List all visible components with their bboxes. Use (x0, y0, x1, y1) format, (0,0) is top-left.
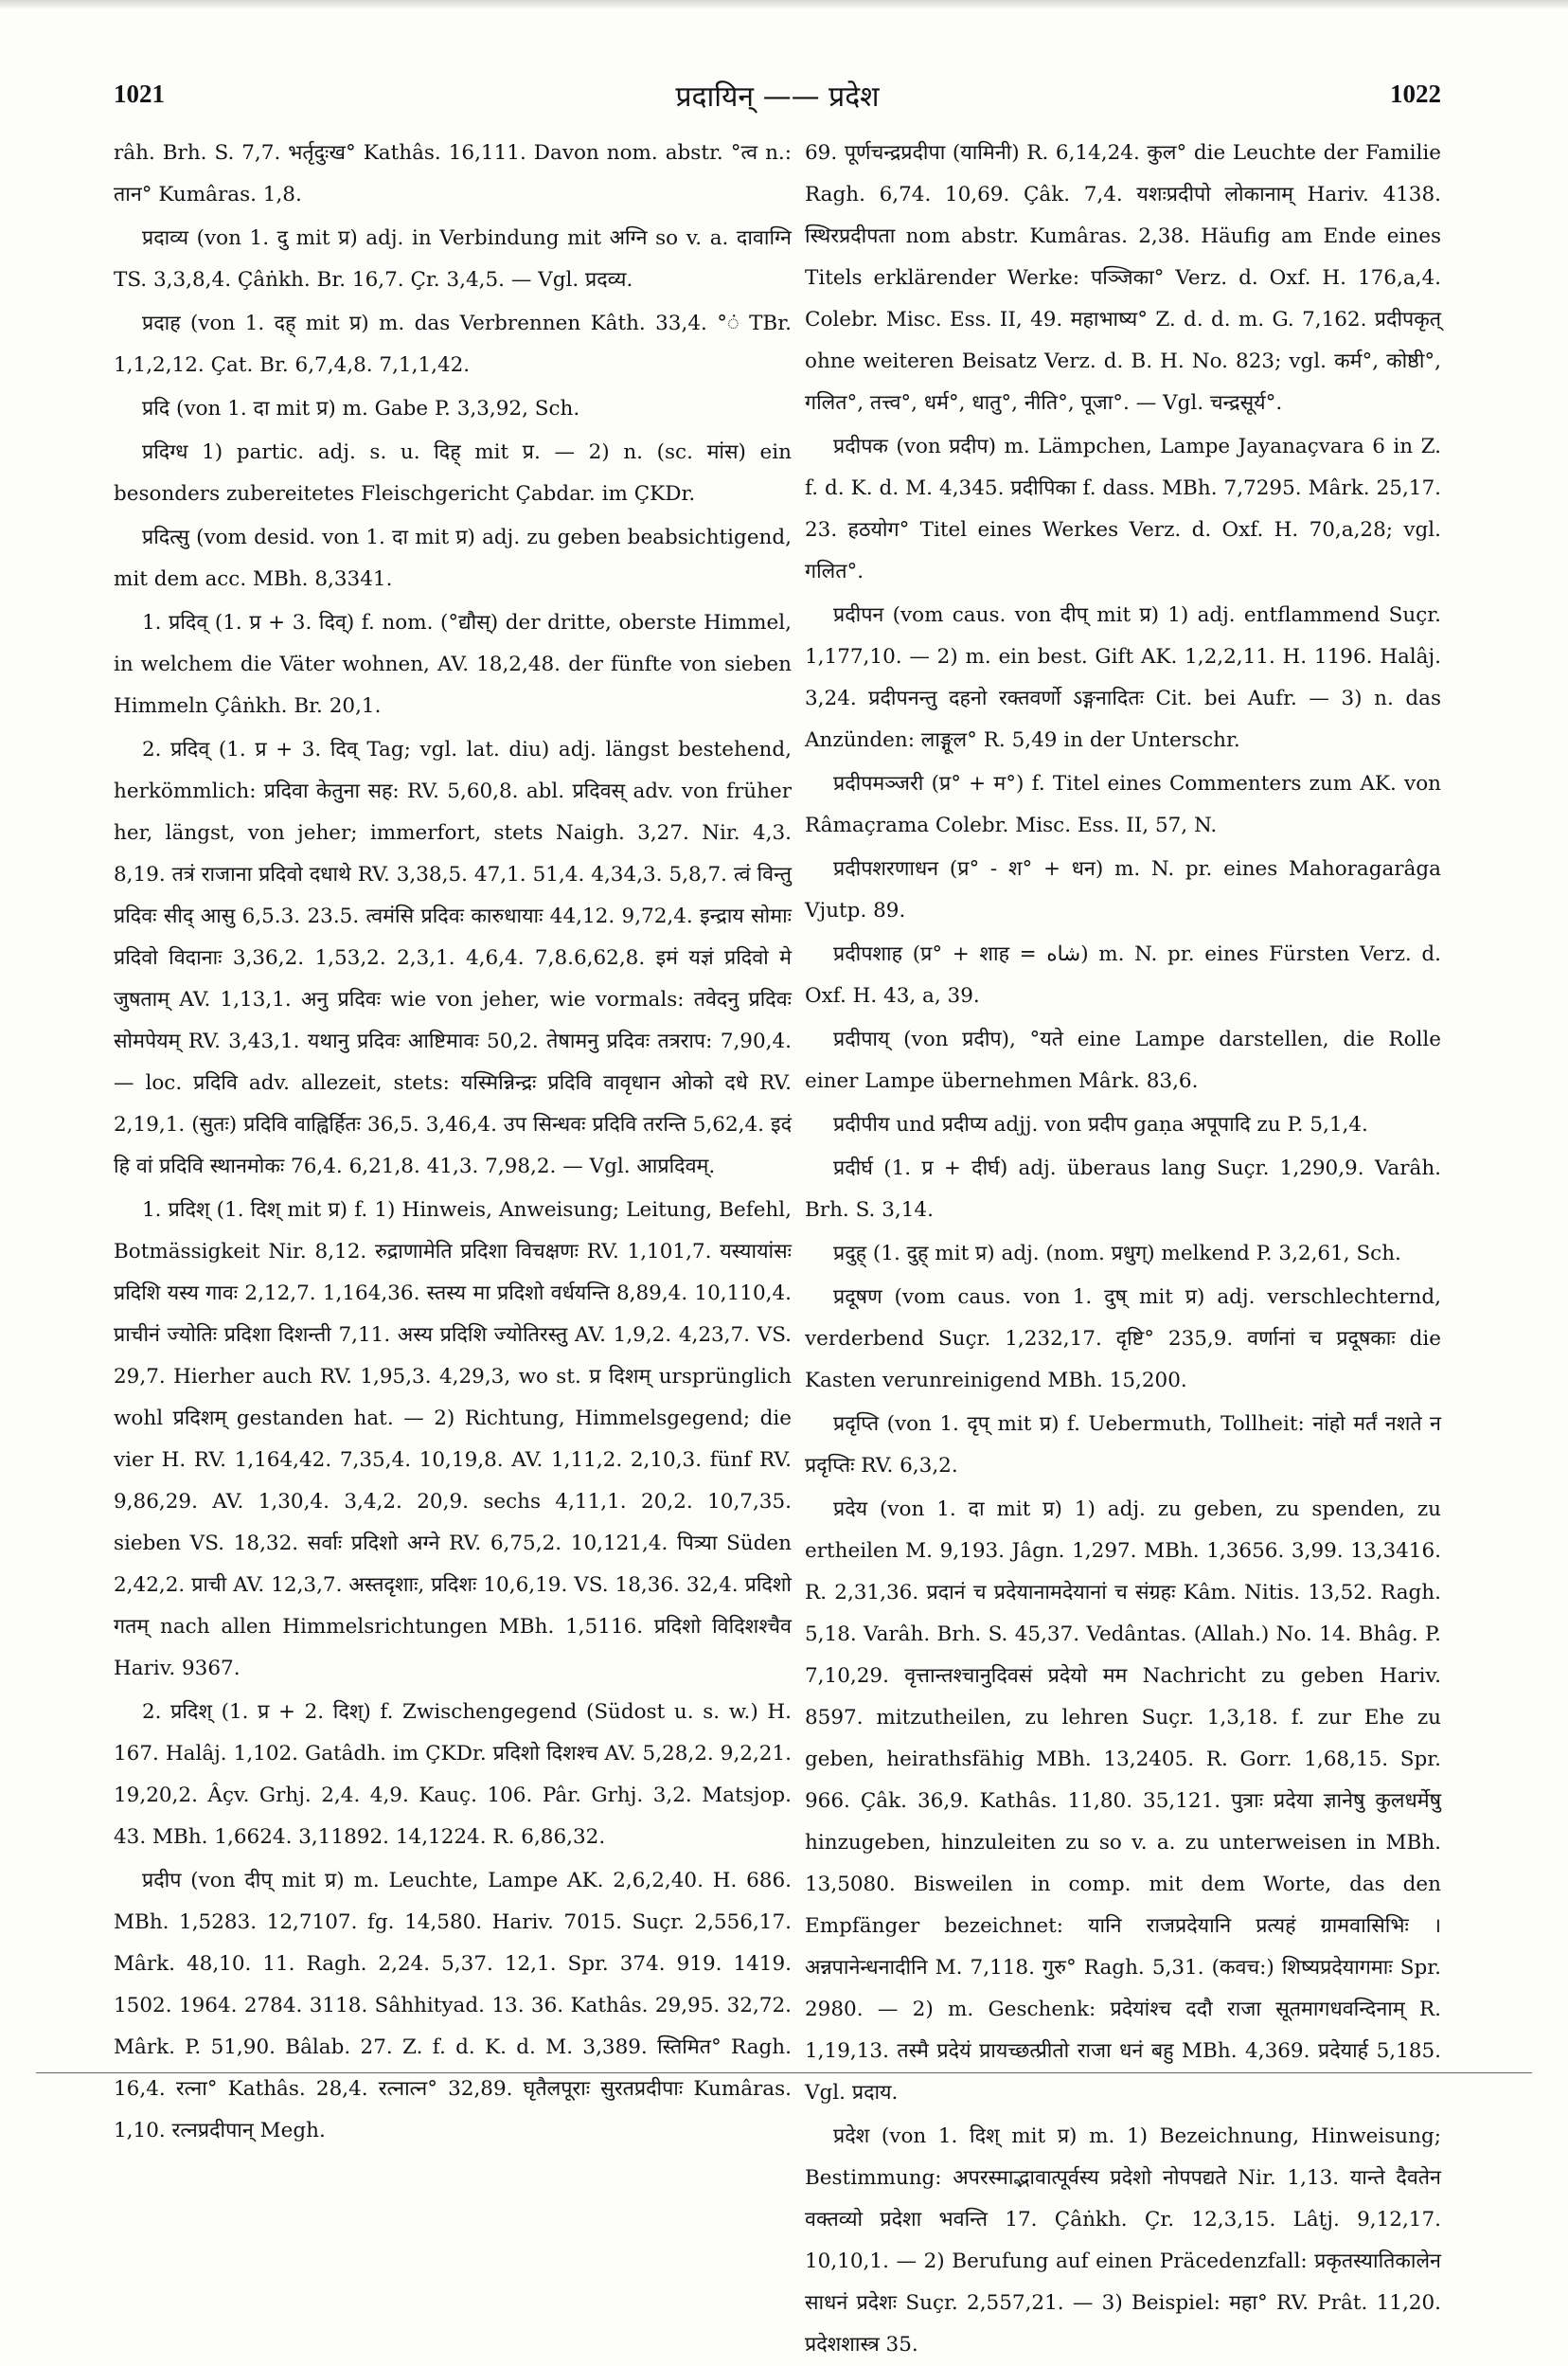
dictionary-entry: प्रदिग्ध 1) partic. adj. s. u. दिह् mit प्र. — 2) n. (sc. मांस) ein besonders zubereitetes Fleischgericht Çabdar. im ÇKDr. (114, 440, 792, 506)
dictionary-entry: प्रदीप (von दीप् mit प्र) m. Leuchte, Lampe AK. 2,6,2,40. H. 686. MBh. 1,5283. 12,7107. fg. 14,580. Hariv. 7015. Suçr. 2,556,17. Mârk. 48,10. 11. Ragh. 2,24. 5,37. 12,1. Spr. 374. 919. 1419. 1502. 1964. 2784. 3118. Sâhhityad. 13. 36. Kathâs. 29,95. 32,72. Mârk. P. 51,90. Bâlab. 27. Z. f. d. K. d. M. 3,389. स्तिमित° Ragh. 16,4. रत्ना° Kathâs. 28,4. रत्नात्न° 32,89. घृतैलपूराः सुरतप्रदीपाः Kumâras. 1,10. रत्नप्रदीपान् Megh. (114, 1869, 792, 2142)
dictionary-entry: प्रदित्सु (vom desid. von 1. दा mit प्र) adj. zu geben beabsichtigend, mit dem acc. MBh. 8,3341. (114, 526, 792, 591)
right-page-number: 1022 (1390, 80, 1441, 108)
dictionary-entry: प्रदि (von 1. दा mit प्र) m. Gabe P. 3,3,92, Sch. (142, 397, 580, 421)
dictionary-entry: प्रदीपन (vom caus. von दीप् mit प्र) 1) adj. entflammend Suçr. 1,177,10. — 2) m. ein best. Gift AK. 1,2,2,11. H. 1196. Halâj. 3,24. प्रदीपनन्तु दहनो रक्तवर्णो ऽङ्गनादितः Cit. bei Aufr. — 3) n. das Anzünden: लाङ्गूल° R. 5,49 in der Unterschr. (805, 603, 1441, 752)
dictionary-entry: प्रदेश (von 1. दिश् mit प्र) m. 1) Bezeichnung, Hinweisung; Bestimmung: अपरस्माद्भावात्पूर्वस्य प्रदेशो नोपपद्यते Nir. 1,13. यान्ते दैवतेन वक्तव्यो प्रदेशा भवन्ति 17. Çâṅkh. Çr. 12,3,15. Lâṭj. 9,12,17. 10,10,1. — 2) Berufung auf einen Präcedenzfall: प्रकृतस्यातिकालेन साधनं प्रदेशः Suçr. 2,557,21. — 3) Beispiel: महा° RV. Prât. 11,20. प्रदेशशास्त्र 35. (805, 2124, 1441, 2357)
dictionary-entry: प्रदीपशाह (प्र° + शाह = شاه) m. N. pr. eines Fürsten Verz. d. Oxf. H. 43, a, 39. (805, 942, 1441, 1008)
page-header (114, 80, 1441, 117)
dictionary-entry: प्रदृप्ति (von 1. दृप् mit प्र) f. Uebermuth, Tollheit: नांहो मर्तं नशते न प्रदृप्तिः RV. 6,3,2. (805, 1412, 1441, 1478)
dictionary-entry: प्रदूषण (vom caus. von 1. दुष् mit प्र) adj. verschlechternd, verderbend Suçr. 1,232,17. दृष्टि° 235,9. वर्णानां च प्रदूषकाः die Kasten verunreinigend MBh. 15,200. (805, 1285, 1441, 1392)
right-column (805, 133, 1441, 2357)
dictionary-entry: râh. Brh. S. 7,7. भर्तृदुःख° Kathâs. 16,111. Davon nom. abstr. °त्व n.: तान° Kumâras. 1,8. (114, 141, 792, 206)
dictionary-entry: प्रदीपमञ्जरी (प्र° + म°) f. Titel eines Commenters zum AK. von Râmaçrama Colebr. Misc. Ess. II, 57, N. (805, 772, 1441, 837)
dictionary-entry: प्रदीर्घ (1. प्र + दीर्घ) adj. überaus lang Suçr. 1,290,9. Varâh. Brh. S. 3,14. (805, 1156, 1441, 1222)
dictionary-entry: प्रदाव्य (von 1. दु mit प्र) adj. in Verbindung mit अग्नि so v. a. दावाग्नि TS. 3,3,8,4. Çâṅkh. Br. 16,7. Çr. 3,4,5. — Vgl. प्रदव्य. (114, 226, 792, 292)
dictionary-entry: प्रदीपशरणाधन (प्र° - श° + धन) m. N. pr. eines Mahoragarâga Vjutp. 89. (805, 857, 1441, 923)
left-page-number: 1021 (114, 80, 165, 108)
left-column (114, 133, 792, 2142)
dictionary-entry: प्रदाह (von 1. दह् mit प्र) m. das Verbrennen Kâth. 33,4. °ं TBr. 1,1,2,12. Çat. Br. 6,7,4,8. 7,1,1,42. (114, 312, 792, 377)
dictionary-entry: 69. पूर्णचन्द्रप्रदीपा (यामिनी) R. 6,14,24. कुल° die Leuchte der Familie Ragh. 6,74. 10,69. Çâk. 7,4. यशःप्रदीपो लोकानाम् Hariv. 4138. स्थिरप्रदीपता nom abstr. Kumâras. 2,38. Häufig am Ende eines Titels erklärender Werke: पञ्जिका° Verz. d. Oxf. H. 176,a,4. Colebr. Misc. Ess. II, 49. महाभाष्य° Z. d. d. m. G. 7,162. प्रदीपकृत् ohne weiteren Beisatz Verz. d. B. H. No. 823; vgl. कर्म°, कोष्ठी°, गलित°, तत्त्व°, धर्म°, धातु°, नीति°, पूजा°. — Vgl. चन्द्रसूर्य°. (805, 141, 1441, 415)
dictionary-entry: प्रदुह् (1. दुह् mit प्र) adj. (nom. प्रधुग्) melkend P. 3,2,61, Sch. (833, 1242, 1401, 1265)
scan-edge (0, 0, 1568, 9)
dictionary-entry: 2. प्रदिव् (1. प्र + 3. दिव् Tag; vgl. lat. diu) adj. längst bestehend, herkömmlich: प्रदिवा केतुना सह: RV. 5,60,8. abl. प्रदिवस् adv. von früher her, längst, von jeher; immerfort, stets Naigh. 3,27. Nir. 4,3. 8,19. तत्रं राजाना प्रदिवो दधाथे RV. 3,38,5. 47,1. 51,4. 4,34,3. 5,8,7. त्वं विन्तु प्रदिवः सीद् आसु 6,5.3. 23.5. त्वमंसि प्रदिवः कारुधायाः 44,12. 9,72,4. इन्द्राय सोमाः प्रदिवो विदानाः 3,36,2. 1,53,2. 2,3,1. 4,6,4. 7,8.6,62,8. इमं यज्ञं प्रदिवो मे जुषताम् AV. 1,13,1. अनु प्रदिवः wie von jeher, wie vormals: तवेदनु प्रदिवः सोमपेयम् RV. 3,43,1. यथानु प्रदिवः आष्टिमावः 50,2. तेषामनु प्रदिवः तत्रराप: 7,90,4. — loc. प्रदिवि adv. allezeit, stets: यस्मिन्निन्द्रः प्रदिवि वावृधान ओको दधे RV. 2,19,1. (सुतः) प्रदिवि वाह्विर्हितः 36,5. 3,46,4. उप सिन्धवः प्रदिवि तरन्ति 5,62,4. इदं हि वां प्रदिवि स्थानमोकः 76,4. 6,21,8. 41,3. 7,98,2. — Vgl. आप्रदिवम्. (114, 738, 792, 1178)
dictionary-entry: 1. प्रदिव् (1. प्र + 3. दिव्) f. nom. (°द्यौस्) der dritte, oberste Himmel, in welchem die Väter wohnen, AV. 18,2,48. der fünfte von sieben Himmeln Çâṅkh. Br. 20,1. (114, 611, 792, 718)
running-head: प्रदायिन् —— प्रदेश (675, 81, 880, 114)
dictionary-entry: प्रदीपक (von प्रदीप) m. Lämpchen, Lampe Jayanaçvara 6 in Z. f. d. K. d. M. 4,345. प्रदीपिका f. dass. MBh. 7,7295. Mârk. 25,17. 23. हठयोग° Titel eines Werkes Verz. d. Oxf. H. 70,a,28; vgl. गलित°. (805, 435, 1441, 583)
footer-rule (36, 2072, 1532, 2073)
dictionary-entry: 2. प्रदिश् (1. प्र + 2. दिश्) f. Zwischengegend (Südost u. s. w.) H. 167. Halâj. 1,102. Gatâdh. im ÇKDr. प्रदिशो दिशश्च AV. 5,28,2. 9,2,21. 19,20,2. Âçv. Grhj. 2,4. 4,9. Kauç. 106. Pâr. Grhj. 3,2. Matsjop. 43. MBh. 1,6624. 3,11892. 14,1224. R. 6,86,32. (114, 1700, 792, 1849)
dictionary-entry: प्रदेय (von 1. दा mit प्र) 1) adj. zu geben, zu spenden, zu ertheilen M. 9,193. Jâgn. 1,297. MBh. 1,3656. 3,99. 13,3416. R. 2,31,36. प्रदानं च प्रदेयानामदेयानां च संग्रहः Kâm. Nitis. 13,52. Ragh. 5,18. Varâh. Brh. S. 45,37. Vedântas. (Allah.) No. 14. Bhâg. P. 7,10,29. वृत्तान्तश्चानुदिवसं प्रदेयो मम Nachricht zu geben Hariv. 8597. mitzutheilen, zu lehren Suçr. 1,3,18. f. zur Ehe zu geben, heirathsfähig MBh. 13,2405. R. Gorr. 1,68,15. Spr. 966. Çâk. 36,9. Kathâs. 11,80. 35,121. पुत्राः प्रदेया ज्ञानेषु कुलधर्मेषु hinzugeben, hinzuleiten zu so v. a. zu unterweisen in MBh. 13,5080. Bisweilen in comp. mit dem Worte, das den Empfänger bezeichnet: यानि राजप्रदेयानि प्रत्यहं ग्रामवासिभिः । अन्नपानेन्धनादीनि M. 7,118. गुरु° Ragh. 5,31. (कवच:) शिष्यप्रदेयागमाः Spr. 2980. — 2) m. Geschenk: प्रदेयांश्च ददौ राजा सूतमागधवन्दिनाम् R. 1,19,13. तस्मै प्रदेयं प्रायच्छत्प्रीतो राजा धनं बहु MBh. 4,369. प्रदेयार्ह 5,185. Vgl. प्रदाय. (805, 1497, 1441, 2105)
dictionary-entry: 1. प्रदिश् (1. दिश् mit प्र) f. 1) Hinweis, Anweisung; Leitung, Befehl, Botmässigkeit Nir. 8,12. रुद्राणामेति प्रदिशा विचक्षणः RV. 1,101,7. यस्यायांसः प्रदिशि यस्य गावः 2,12,7. 1,164,36. स्तस्य मा प्रदिशो वर्धयन्ति 8,89,4. 10,110,4. प्राचीनं ज्योतिः प्रदिशा दिशन्ती 7,11. अस्य प्रदिशि ज्योतिरस्तु AV. 1,9,2. 4,23,7. VS. 29,7. Hierher auch RV. 1,95,3. 4,29,3, wo st. प्र दिशम् ursprünglich wohl प्रदिशम् gestanden hat. — 2) Richtung, Himmelsgegend; die vier H. RV. 1,164,42. 7,35,4. 10,19,8. AV. 1,11,2. 2,10,3. fünf RV. 9,86,29. AV. 1,30,4. 3,4,2. 20,9. sechs 4,11,1. 20,2. 10,7,35. sieben VS. 18,32. सर्वाः प्रदिशो अग्ने RV. 6,75,2. 10,121,4. पित्र्या Süden 2,42,2. प्राची AV. 12,3,7. अस्तदृशाः, प्रदिशः 10,6,19. VS. 18,36. 32,4. प्रदिशो गतम् nach allen Himmelsrichtungen MBh. 1,5116. प्रदिशो विदिशश्चैव Hariv. 9367. (114, 1198, 792, 1680)
dictionary-entry: प्रदीपीय und प्रदीप्य adjj. von प्रदीप gaṇa अपूपादि zu P. 5,1,4. (833, 1113, 1368, 1137)
dictionary-entry: प्रदीपाय् (von प्रदीप), °यते eine Lampe darstellen, die Rolle einer Lampe übernehmen Mârk. 83,6. (805, 1028, 1441, 1093)
